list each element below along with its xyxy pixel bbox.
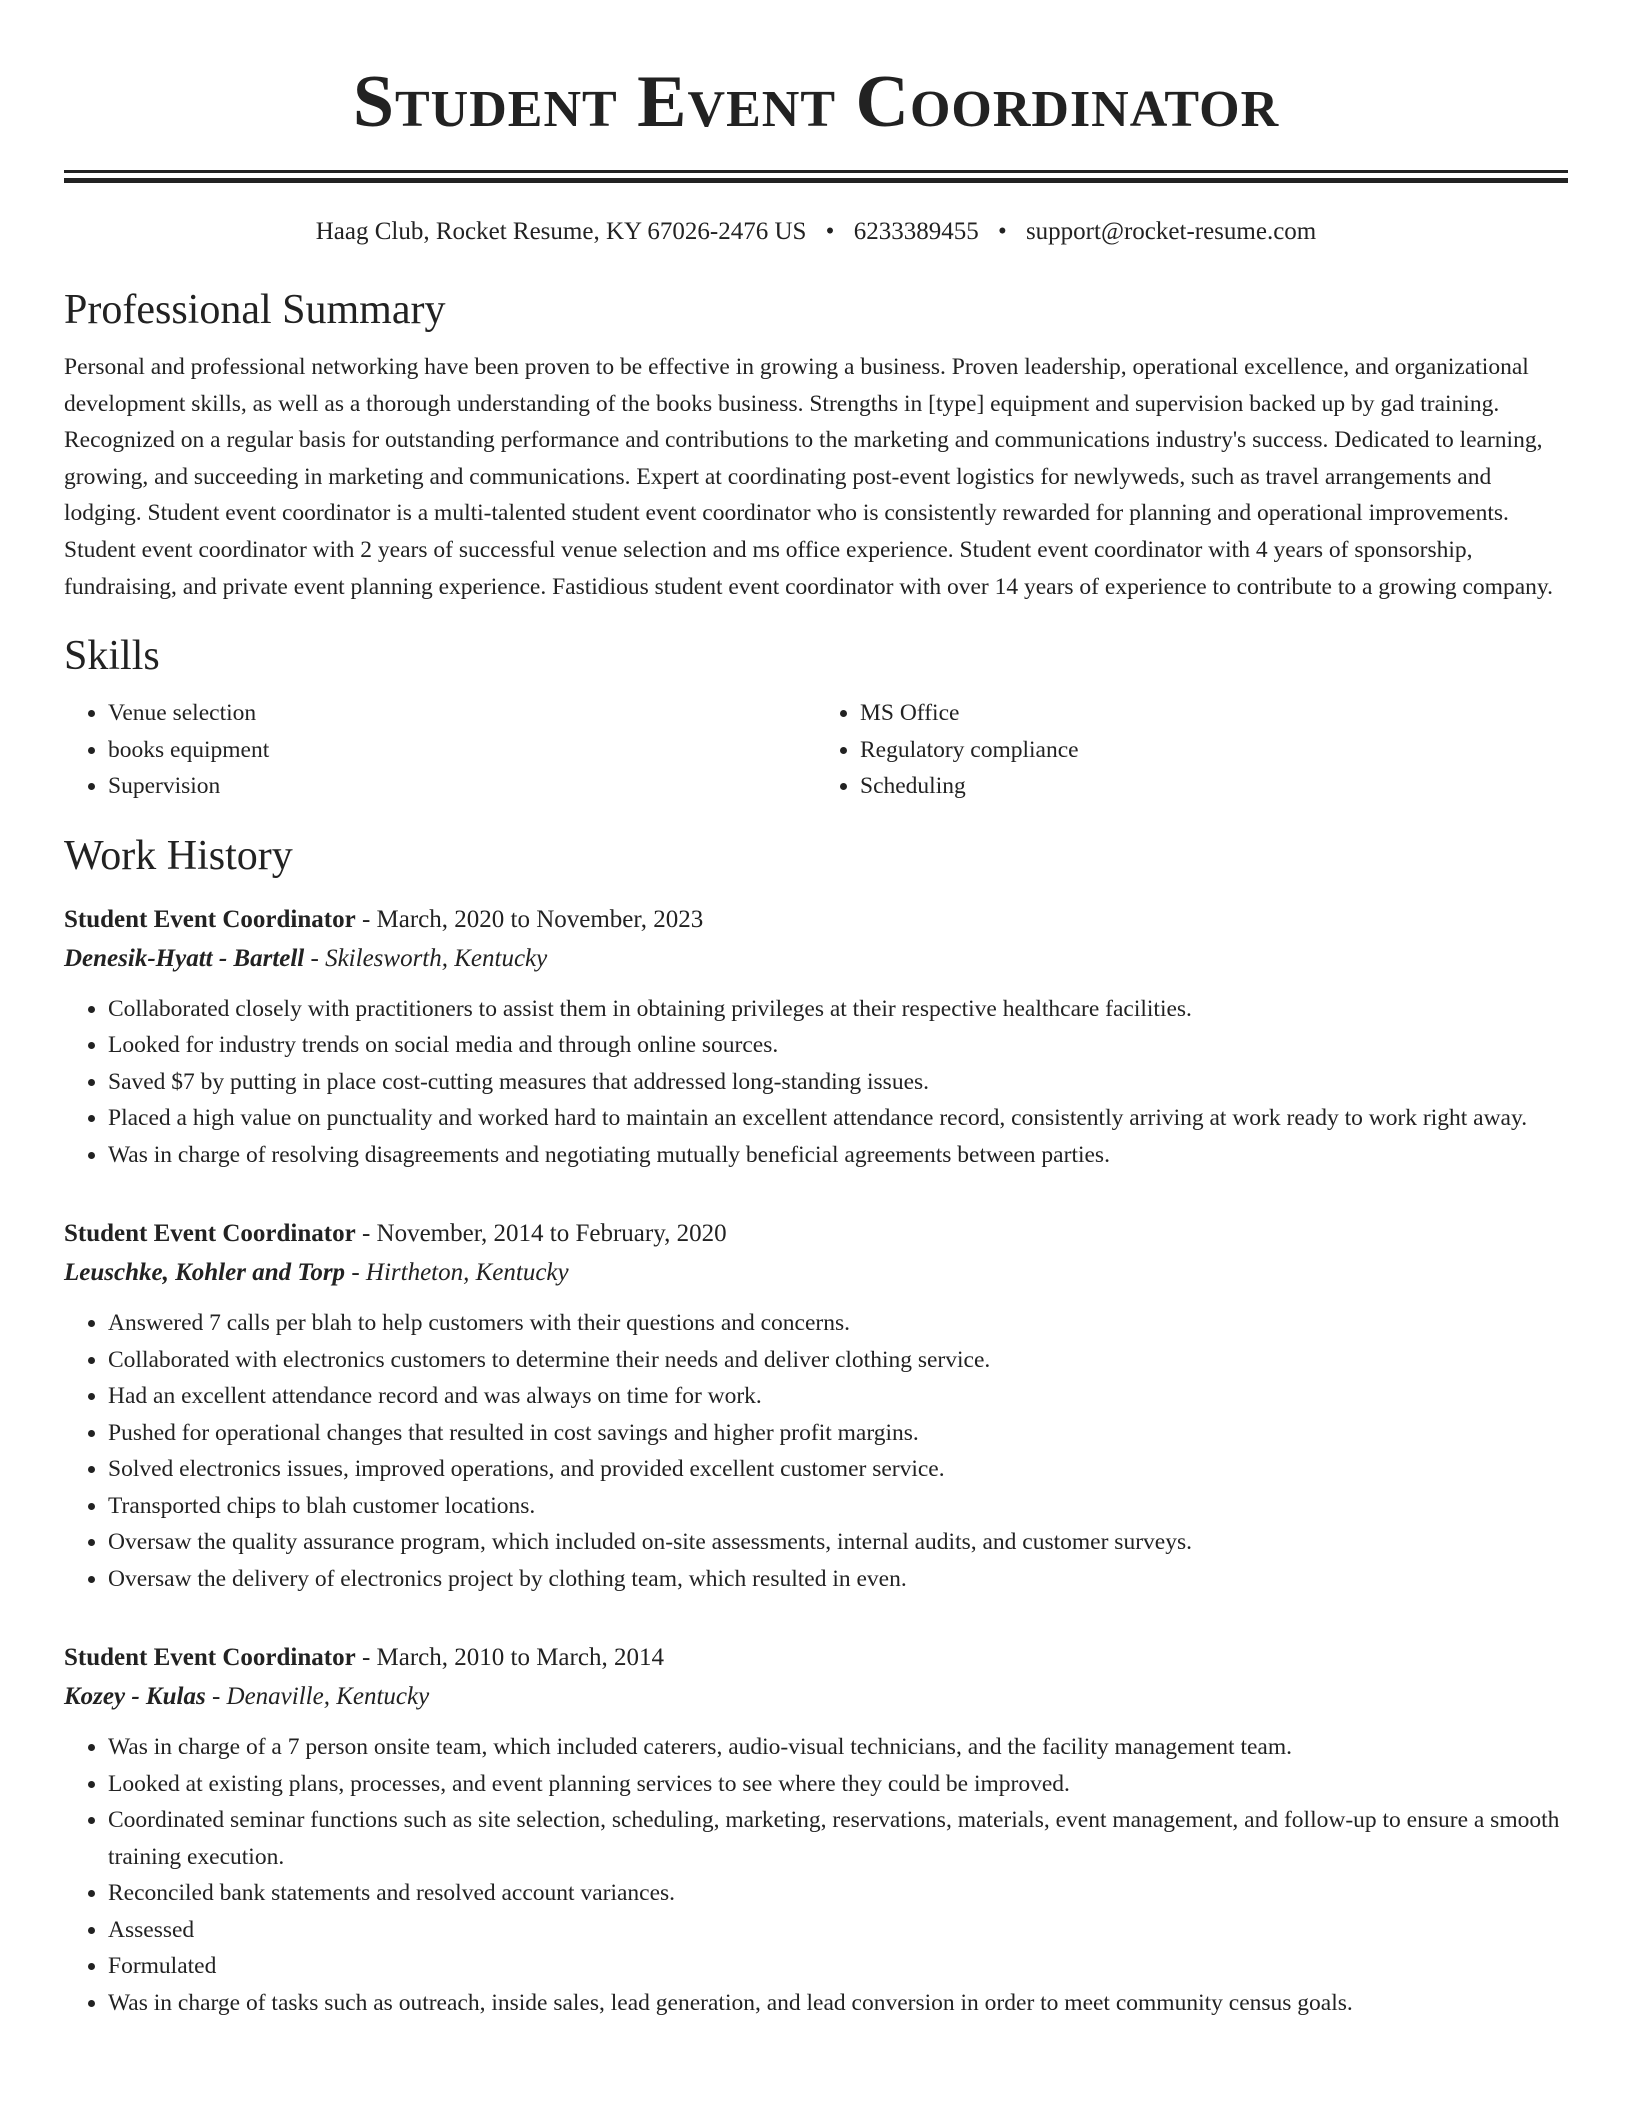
job-bullet: • Was in charge of a 7 person onsite team, which included caterers, audio-visual technicians, and the facility management team. [108, 1729, 1568, 1766]
job-company-line [64, 1677, 1568, 1717]
job-bullets [64, 1729, 1568, 2021]
job-bullets [64, 1305, 1568, 1597]
contact-separator: • [997, 218, 1007, 245]
contact-phone: 6233389455 [853, 218, 979, 245]
job-title: Student Event Coordinator [64, 905, 356, 933]
job-bullet: • Assessed [108, 1912, 1568, 1949]
job-bullets [64, 991, 1568, 1174]
job-company: Denesik-Hyatt - Bartell [64, 944, 305, 972]
job-dates: - November, 2014 to February, 2020 [355, 1220, 727, 1248]
job-bullet: • Oversaw the delivery of electronics project by clothing team, which resulted in even. [108, 1561, 1568, 1598]
work-history-heading: Work History [64, 832, 293, 879]
job-bullet: • Saved $7 by putting in place cost-cutting measures that addressed long-standing issues. [108, 1064, 1568, 1101]
job-company-line [64, 939, 1568, 979]
job-company: Leuschke, Kohler and Torp [64, 1259, 346, 1287]
skill-item: • Regulatory compliance [860, 732, 1568, 769]
skills-heading: Skills [64, 633, 160, 680]
skill-item: • books equipment [108, 732, 816, 769]
job-bullet: • Collaborated closely with practitioners to assist them in obtaining privileges at their respective healthcare facilities. [108, 991, 1568, 1028]
job-bullet: • Formulated [108, 1948, 1568, 1985]
job-company: Kozey - Kulas [64, 1683, 206, 1711]
resume-name: Student Event Coordinator [352, 61, 1280, 143]
job-bullet: • Answered 7 calls per blah to help customers with their questions and concerns. [108, 1305, 1568, 1342]
job-bullet: • Had an excellent attendance record and was always on time for work. [108, 1378, 1568, 1415]
job-bullet: • Looked for industry trends on social media and through online sources. [108, 1027, 1568, 1064]
skill-item: • Supervision [108, 768, 816, 805]
summary-heading: Professional Summary [64, 287, 446, 333]
job-bullet: • Oversaw the quality assurance program, which included on-site assessments, internal audits, and customer surveys. [108, 1524, 1568, 1561]
job-header [64, 1215, 1568, 1253]
skill-item: • Venue selection [108, 695, 816, 732]
job-header [64, 1639, 1568, 1677]
skills-list [64, 695, 1568, 805]
job-entry [64, 901, 1568, 1174]
skills-column-left [64, 695, 816, 805]
contact-address: Haag Club, Rocket Resume, KY 67026-2476 US [315, 218, 807, 245]
job-bullet: • Placed a high value on punctuality and worked hard to maintain an excellent attendance record, consistently arriving at work ready to work right away. [108, 1100, 1568, 1137]
job-bullet: • Looked at existing plans, processes, and event planning services to see where they could be improved. [108, 1766, 1568, 1803]
job-bullet: • Transported chips to blah customer locations. [108, 1488, 1568, 1525]
job-bullet: • Was in charge of tasks such as outreach, inside sales, lead generation, and lead conversion in order to meet community census goals. [108, 1985, 1568, 2022]
job-bullet: • Solved electronics issues, improved operations, and provided excellent customer service. [108, 1451, 1568, 1488]
job-entry [64, 1639, 1568, 2021]
summary-text: Personal and professional networking have been proven to be effective in growing a business. Proven leadership, operational excellence, and organizational development skills, as well as a thorough understanding of the books business. Strengths in [type] equipment and supervision backed up by gad training. Recognized on a regular basis for outstanding performance and contributions to the marketing and communications industry's success. Dedicated to learning, growing, and succeeding in marketing and communications. Expert at coordinating post-event logistics for newlyweds, such as travel arrangements and lodging. Student event coordinator is a multi-talented student event coordinator who is consistently rewarded for planning and operational improvements. Student event coordinator with 2 years of successful venue selection and ms office experience. Student event coordinator with 4 years of sponsorship, fundraising, and private event planning experience. Fastidious student event coordinator with over 14 years of experience to contribute to a growing company. [64, 354, 1553, 600]
job-dates: - March, 2010 to March, 2014 [355, 1644, 664, 1672]
skills-column-right [816, 695, 1568, 805]
job-dates: - March, 2020 to November, 2023 [355, 905, 704, 933]
job-bullet: • Collaborated with electronics customers to determine their needs and deliver clothing service. [108, 1342, 1568, 1379]
job-bullet: • Reconciled bank statements and resolved account variances. [108, 1875, 1568, 1912]
job-entry [64, 1215, 1568, 1597]
job-header [64, 901, 1568, 939]
contact-email: support@rocket-resume.com [1025, 218, 1317, 245]
job-location: - Skilesworth, Kentucky [304, 944, 548, 972]
job-location: - Hirtheton, Kentucky [345, 1259, 569, 1287]
job-bullet: • Coordinated seminar functions such as site selection, scheduling, marketing, reservations, materials, event management, and follow-up to ensure a smooth training execution. [108, 1802, 1568, 1875]
contact-separator: • [825, 218, 835, 245]
job-location: - Denaville, Kentucky [205, 1683, 430, 1711]
job-title: Student Event Coordinator [64, 1644, 356, 1672]
skill-item: • Scheduling [860, 768, 1568, 805]
job-company-line [64, 1253, 1568, 1293]
job-bullet: • Was in charge of resolving disagreements and negotiating mutually beneficial agreements between parties. [108, 1137, 1568, 1174]
job-title: Student Event Coordinator [64, 1220, 356, 1248]
header-divider [64, 170, 1568, 183]
contact-line [64, 215, 1568, 249]
job-bullet: • Pushed for operational changes that resulted in cost savings and higher profit margins. [108, 1415, 1568, 1452]
skill-item: • MS Office [860, 695, 1568, 732]
